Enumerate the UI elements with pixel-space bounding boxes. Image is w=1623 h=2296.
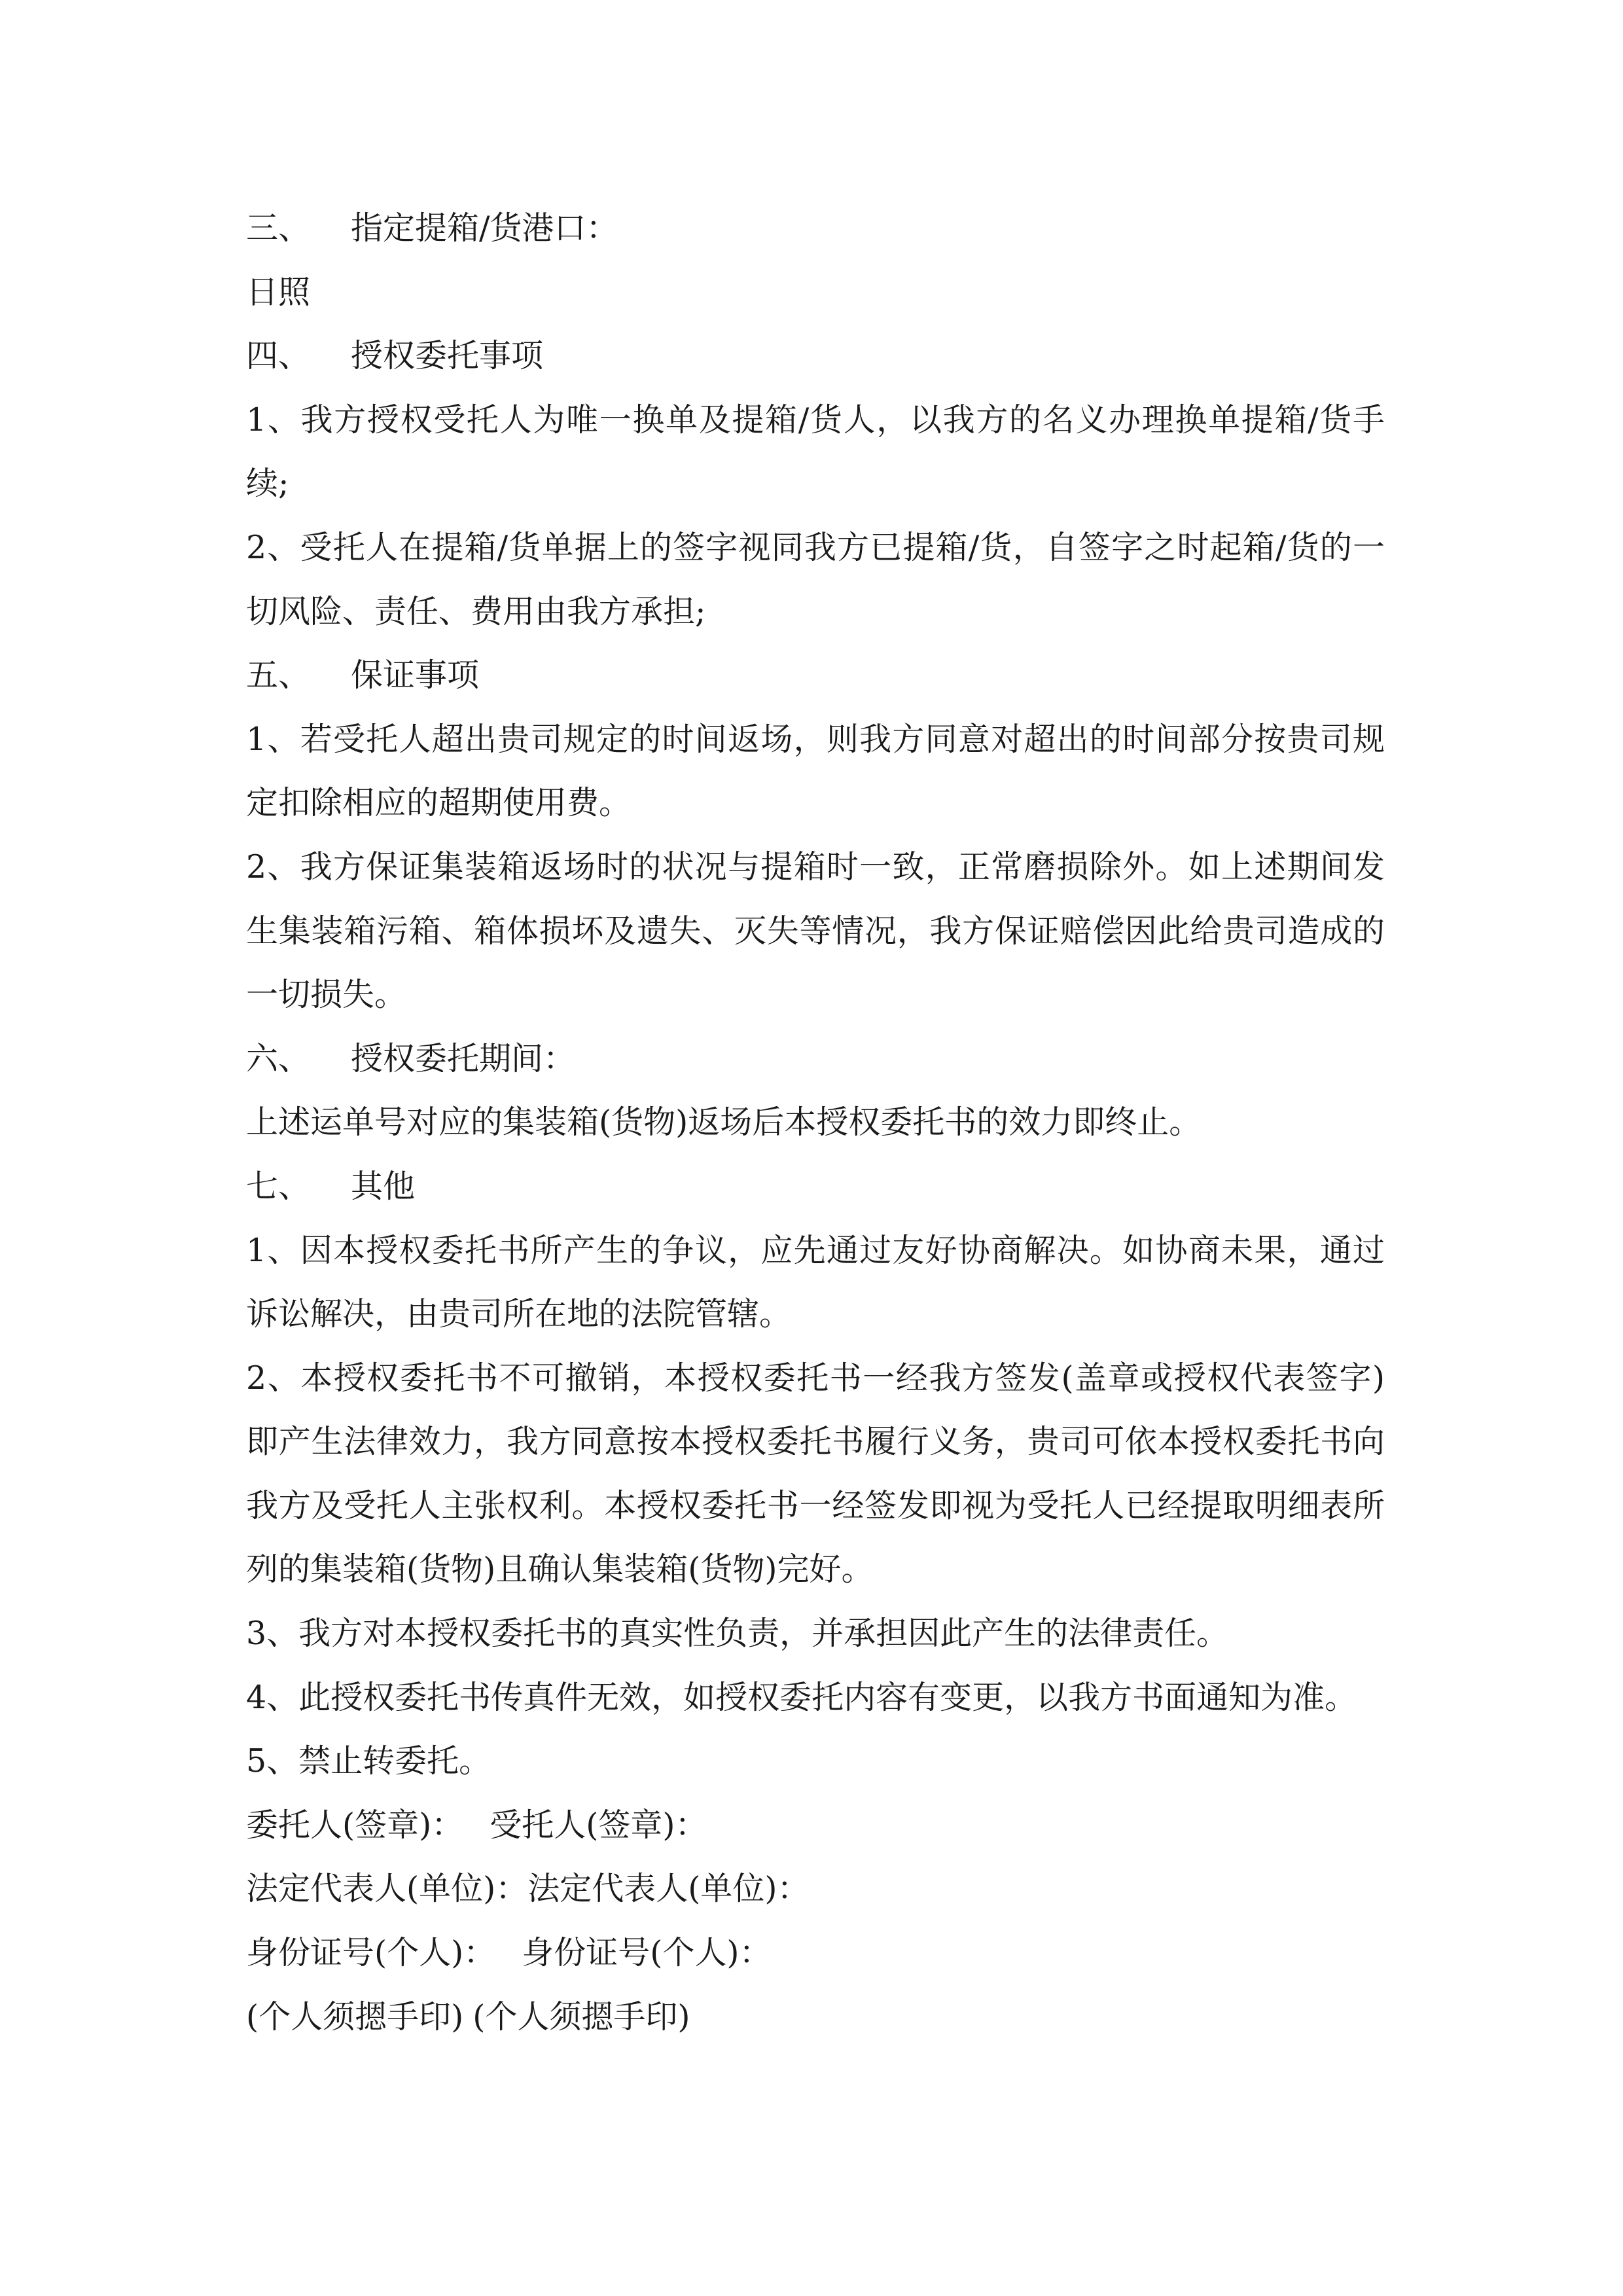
section-7-item-1-line-1: 1、因本授权委托书所产生的争议，应先通过友好协商解决。如协商未果，通过 <box>246 1231 1385 1269</box>
section-5-item-2-line-3: 一切损失。 <box>246 976 407 1014</box>
section-5-number: 五、 <box>246 656 311 694</box>
section-3-number: 三、 <box>246 209 311 247</box>
section-4-title: 授权委托事项 <box>351 337 544 375</box>
id-number-left-label: 身份证号(个人)： <box>246 1934 496 1972</box>
document-body <box>246 196 1385 2049</box>
signature-agent-label: 受托人(签章)： <box>490 1806 707 1844</box>
signature-id-row <box>246 1921 1385 1985</box>
section-7-item-2-line-2: 即产生法律效力，我方同意按本授权委托书履行义务，贵司可依本授权委托书向 <box>246 1423 1385 1461</box>
section-7-item-1-line-2: 诉讼解决，由贵司所在地的法院管辖。 <box>246 1295 792 1333</box>
representative-left-label: 法定代表人(单位)： <box>246 1870 528 1908</box>
section-5-item-2-line-2: 生集装箱污箱、箱体损坏及遗失、灭失等情况，我方保证赔偿因此给贵司造成的 <box>246 912 1385 950</box>
fingerprint-right-note: (个人须摁手印) <box>473 1998 690 2036</box>
section-7-item-2-line-3: 我方及受托人主张权利。本授权委托书一经签发即视为受托人已经提取明细表所 <box>246 1486 1385 1524</box>
section-6-number: 六、 <box>246 1039 311 1077</box>
section-5-item-1-line-2: 定扣除相应的超期使用费。 <box>246 784 632 822</box>
section-5-title: 保证事项 <box>351 656 480 694</box>
section-3-value: 日照 <box>246 273 311 311</box>
section-7-item-5: 5、禁止转委托。 <box>246 1742 491 1780</box>
section-6-title: 授权委托期间： <box>351 1039 576 1077</box>
section-4-number: 四、 <box>246 337 311 375</box>
section-4-item-1-line-2: 续; <box>246 465 289 503</box>
section-5-item-2-line-1: 2、我方保证集装箱返场时的状况与提箱时一致，正常磨损除外。如上述期间发 <box>246 848 1385 886</box>
signature-fingerprint-row <box>246 1985 1385 2049</box>
section-5-heading <box>246 643 1385 708</box>
signature-principal-row <box>246 1793 1385 1857</box>
section-6-value: 上述运单号对应的集装箱(货物)返场后本授权委托书的效力即终止。 <box>246 1103 1202 1141</box>
section-7-item-2-line-1: 2、本授权委托书不可撤销，本授权委托书一经我方签发(盖章或授权代表签字) <box>246 1359 1385 1397</box>
fingerprint-left-note: (个人须摁手印) <box>246 1998 464 2036</box>
section-4-item-1-line-1: 1、我方授权受托人为唯一换单及提箱/货人，以我方的名义办理换单提箱/货手 <box>246 401 1385 439</box>
section-7-title: 其他 <box>351 1167 416 1205</box>
signature-principal-label: 委托人(签章)： <box>246 1806 464 1844</box>
section-3-title: 指定提箱/货港口： <box>351 209 618 247</box>
section-6-heading <box>246 1027 1385 1091</box>
section-7-number: 七、 <box>246 1167 311 1205</box>
id-number-right-label: 身份证号(个人)： <box>522 1934 772 1972</box>
section-3-heading <box>246 196 1385 260</box>
section-7-item-3: 3、我方对本授权委托书的真实性负责，并承担因此产生的法律责任。 <box>246 1615 1229 1653</box>
section-7-item-2-line-4: 列的集装箱(货物)且确认集装箱(货物)完好。 <box>246 1551 874 1588</box>
representative-right-label: 法定代表人(单位)： <box>527 1870 810 1908</box>
section-7-heading <box>246 1155 1385 1219</box>
section-7-item-4: 4、此授权委托书传真件无效，如授权委托内容有变更，以我方书面通知为准。 <box>246 1678 1357 1716</box>
section-4-item-2-line-1: 2、受托人在提箱/货单据上的签字视同我方已提箱/货，自签字之时起箱/货的一 <box>246 528 1385 566</box>
signature-representative-row <box>246 1857 1385 1921</box>
section-4-item-2-line-2: 切风险、责任、费用由我方承担; <box>246 592 706 630</box>
section-5-item-1-line-1: 1、若受托人超出贵司规定的时间返场，则我方同意对超出的时间部分按贵司规 <box>246 720 1385 758</box>
section-4-heading <box>246 324 1385 388</box>
